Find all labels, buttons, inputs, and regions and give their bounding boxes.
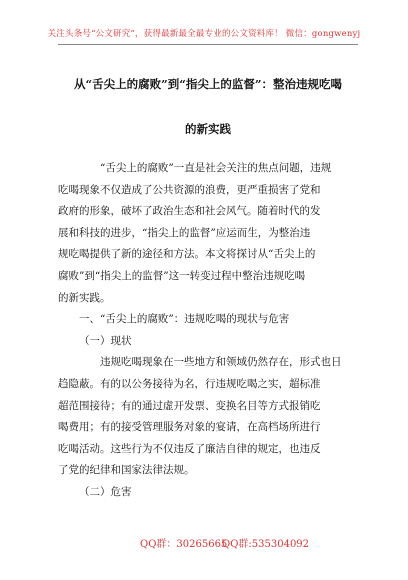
body-line: 超范围接待；有的通过虚开发票、变换名目等方式报销吃 <box>58 399 321 412</box>
document-title-line-1: 从“舌尖上的腐败”到“指尖上的监督”：整治违规吃喝 <box>74 77 342 91</box>
subsection-heading: （二）危害 <box>79 485 132 498</box>
document-title-line-2: 的新实践 <box>185 122 231 136</box>
body-line: 规吃喝提供了新的途径和方法。本文将探讨从“舌尖上的 <box>58 248 316 261</box>
footer-qq-group-1: QQ群：30265665 <box>140 539 228 550</box>
body-line: 的新实践。 <box>58 291 111 304</box>
body-line: 吃喝现象不仅造成了公共资源的浪费，更严重损害了党和 <box>58 183 321 196</box>
body-line: 展和科技的进步，“指尖上的监督”应运而生，为整治违 <box>58 226 311 239</box>
body-line: 喝费用；有的接受管理服务对象的宴请，在高档场所进行 <box>58 421 321 434</box>
body-line: 政府的形象，破坏了政治生态和社会风气。随着时代的发 <box>58 205 321 218</box>
body-line: 趋隐蔽。有的以公务接待为名，行违规吃喝之实，超标准 <box>58 377 321 390</box>
body-line: 腐败”到“指尖上的监督”这一转变过程中整治违规吃喝 <box>58 269 306 282</box>
body-line: 违规吃喝现象在一些地方和领域仍然存在，形式也日 <box>100 356 342 369</box>
header-rule <box>58 44 358 45</box>
body-line: 了党的纪律和国家法律法规。 <box>58 464 195 477</box>
document-body <box>58 158 362 504</box>
footer-qq-group-2: QQ群:535304092 <box>222 539 310 550</box>
subsection-heading: （一）现状 <box>79 334 132 347</box>
page-header-note: 关注头条号“公文研究”，获得最新最全最专业的公文资料库！ 微信：gongwenyj <box>47 29 361 39</box>
body-line: “舌尖上的腐败”一直是社会关注的焦点问题，违规 <box>100 162 332 174</box>
body-line: 吃喝活动。这些行为不仅违反了廉洁自律的规定，也违反 <box>58 442 321 455</box>
section-heading: 一、“舌尖上的腐败”：违规吃喝的现状与危害 <box>79 313 290 326</box>
